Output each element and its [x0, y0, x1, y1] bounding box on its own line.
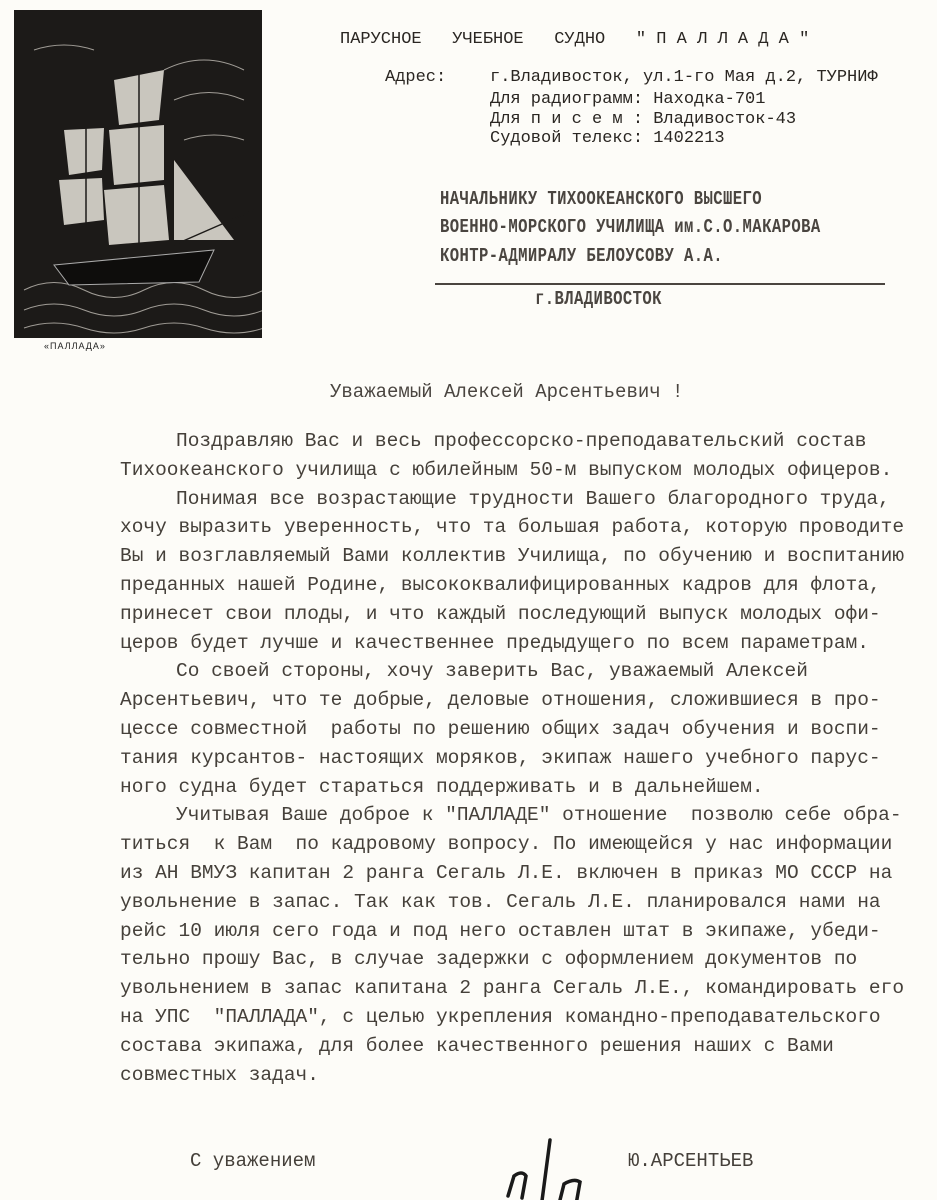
body-line: Арсентьевич, что те добрые, деловые отношения, сложившиеся в про-: [120, 689, 881, 712]
body-line: тания курсантов- настоящих моряков, экипаж нашего учебного парус-: [120, 746, 881, 769]
telex-line: Судовой телекс: 1402213: [490, 129, 725, 148]
body-line: Тихоокеанского училища с юбилейным 50-м выпуском молодых офицеров.: [120, 458, 893, 481]
body-line: увольнение в запас. Так как тов. Сегаль Л.Е. планировался нами на: [120, 890, 881, 913]
body-line: рейс 10 июля сего года и под него оставлен штат в экипаже, убеди-: [120, 919, 881, 942]
body-line: на УПС "ПАЛЛАДА", с целью укрепления командно-преподавательского: [120, 1005, 881, 1028]
closing: С уважением: [190, 1150, 316, 1172]
body-line: преданных нашей Родине, высококвалифицированных кадров для флота,: [120, 573, 881, 596]
body-line: принесет свои плоды, и что каждый последующий выпуск молодых офи-: [120, 602, 881, 625]
handwritten-signature: [462, 1118, 590, 1200]
letter-body: [120, 427, 920, 1089]
addressee-divider: [435, 283, 885, 285]
addressee-line: НАЧАЛЬНИКУ ТИХООКЕАНСКОГО ВЫСШЕГО: [440, 188, 763, 210]
mail-line: Для п и с е м : Владивосток-43: [490, 110, 797, 129]
address-label: Адрес:: [385, 68, 447, 87]
body-line: совместных задач.: [120, 1063, 319, 1086]
body-line: цессе совместной работы по решению общих задач обучения и воспи-: [120, 717, 881, 740]
ship-icon: [14, 10, 262, 338]
greeting: Уважаемый Алексей Арсентьевич !: [330, 381, 684, 403]
radiogram-line: Для радиограмм: Находка-701: [490, 90, 766, 109]
body-line: ного судна будет стараться поддерживать и в дальнейшем.: [120, 775, 764, 798]
addressee-city: г.ВЛАДИВОСТОК: [535, 288, 662, 310]
body-line: состава экипажа, для более качественного решения наших с Вами: [120, 1034, 834, 1057]
body-line: Поздравляю Вас и весь профессорско-преподавательский состав: [176, 430, 867, 452]
body-line: Учитывая Ваше доброе к "ПАЛЛАДЕ" отношение позволю себе обра-: [176, 804, 902, 827]
body-line: из АН ВМУЗ капитан 2 ранга Сегаль Л.Е. включен в приказ МО СССР на: [120, 861, 893, 884]
body-line: Понимая все возрастающие трудности Вашего благородного труда,: [176, 487, 890, 510]
body-line: Вы и возглавляемый Вами коллектив Училища, по обучению и воспитанию: [120, 545, 905, 568]
body-line: тельно прошу Вас, в случае задержки с оформлением документов по: [120, 948, 858, 971]
signatory-name: Ю.АРСЕНТЬЕВ: [628, 1150, 754, 1172]
body-line: Со своей стороны, хочу заверить Вас, уважаемый Алексей: [176, 660, 808, 683]
address-line: г.Владивосток, ул.1-го Мая д.2, ТУРНИФ: [490, 68, 878, 87]
addressee-line: КОНТР-АДМИРАЛУ БЕЛОУСОВУ А.А.: [440, 245, 724, 267]
body-line: хочу выразить уверенность, что та большая работа, которую проводите: [120, 516, 905, 539]
letterhead-title: ПАРУСНОЕ УЧЕБНОЕ СУДНО " П А Л Л А Д А ": [340, 30, 810, 49]
body-line: титься к Вам по кадровому вопросу. По имеющейся у нас информации: [120, 833, 893, 856]
sailing-ship-engraving: [14, 10, 262, 338]
body-line: увольнением в запас капитана 2 ранга Сегаль Л.Е., командировать его: [120, 977, 905, 1000]
emblem-caption: «ПАЛЛАДА»: [44, 341, 106, 351]
body-line: церов будет лучше и качественнее предыдущего по всем параметрам.: [120, 631, 869, 654]
addressee-line: ВОЕННО-МОРСКОГО УЧИЛИЩА им.С.О.МАКАРОВА: [440, 216, 821, 238]
